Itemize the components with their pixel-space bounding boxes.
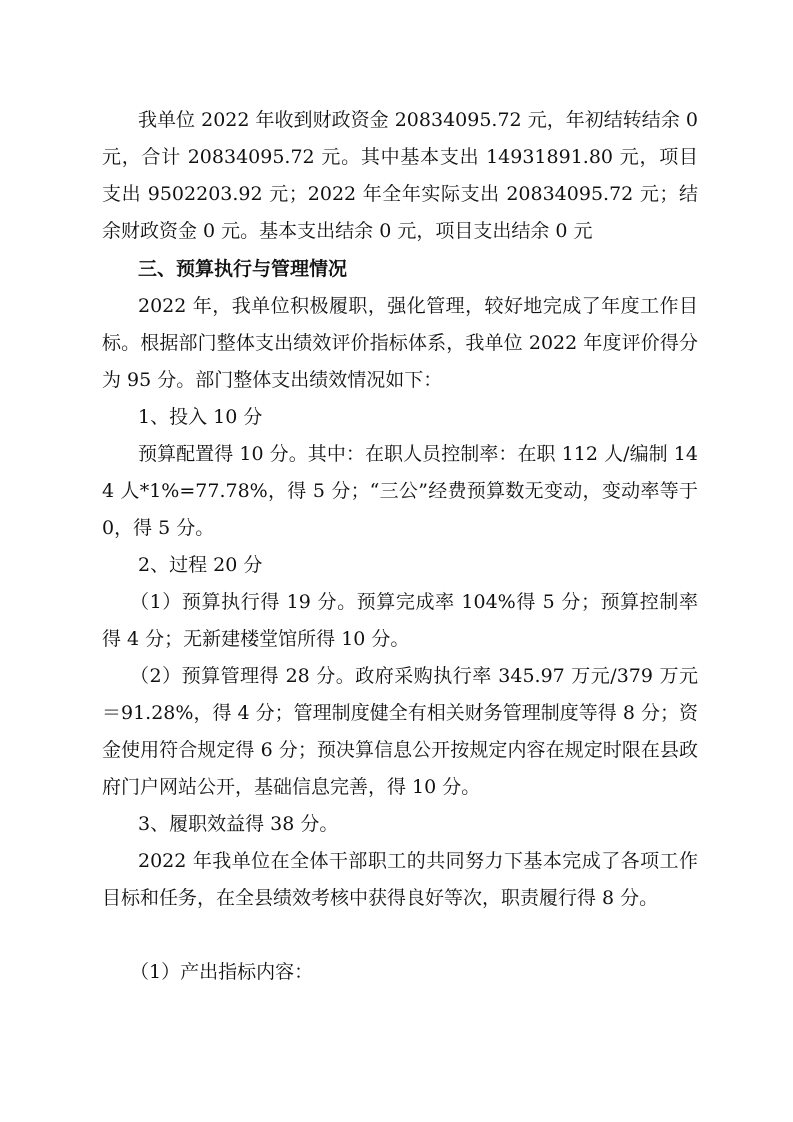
subsection-input: 1、投入 10 分 <box>138 406 263 428</box>
budget-management-paragraph: （2）预算管理得 28 分。政府采购执行率 345.97 万元/379 万元＝91.28%，得 4 分；管理制度健全有相关财务管理制度等得 8 分；资金使用符合规定得 6 分；预决算信息公开按规定内容在规定时限在县政府门户网站公开，基础信息完善，得 10 分。 <box>102 665 698 798</box>
subsection-performance-benefit: 3、履职效益得 38 分。 <box>138 813 339 835</box>
budget-allocation-paragraph: 预算配置得 10 分。其中：在职人员控制率：在职 112 人/编制 144 人*1%=77.78%，得 5 分；“三公”经费预算数无变动，变动率等于 0，得 5 分。 <box>102 443 698 539</box>
section-heading-budget-execution: 三、预算执行与管理情况 <box>138 258 348 280</box>
work-goals-paragraph: 2022 年我单位在全体干部职工的共同努力下基本完成了各项工作目标和任务，在全县绩效考核中获得良好等次，职责履行得 8 分。 <box>102 850 698 909</box>
subsection-process: 2、过程 20 分 <box>138 554 263 576</box>
performance-overview-paragraph: 2022 年，我单位积极履职，强化管理，较好地完成了年度工作目标。根据部门整体支出绩效评价指标体系，我单位 2022 年度评价得分为 95 分。部门整体支出绩效情况如下： <box>102 295 698 391</box>
budget-execution-paragraph: （1）预算执行得 19 分。预算完成率 104%得 5 分；预算控制率得 4 分；无新建楼堂馆所得 10 分。 <box>102 591 698 650</box>
subsection-output-indicators: （1）产出指标内容： <box>130 961 314 983</box>
funding-summary-paragraph: 我单位 2022 年收到财政资金 20834095.72 元，年初结转结余 0 元，合计 20834095.72 元。其中基本支出 14931891.80 元，项目支出 9502203.92 元；2022 年全年实际支出 20834095.72 元；结余财政资金 0 元。基本支出结余 0 元，项目支出结余 0 元 <box>102 109 698 242</box>
